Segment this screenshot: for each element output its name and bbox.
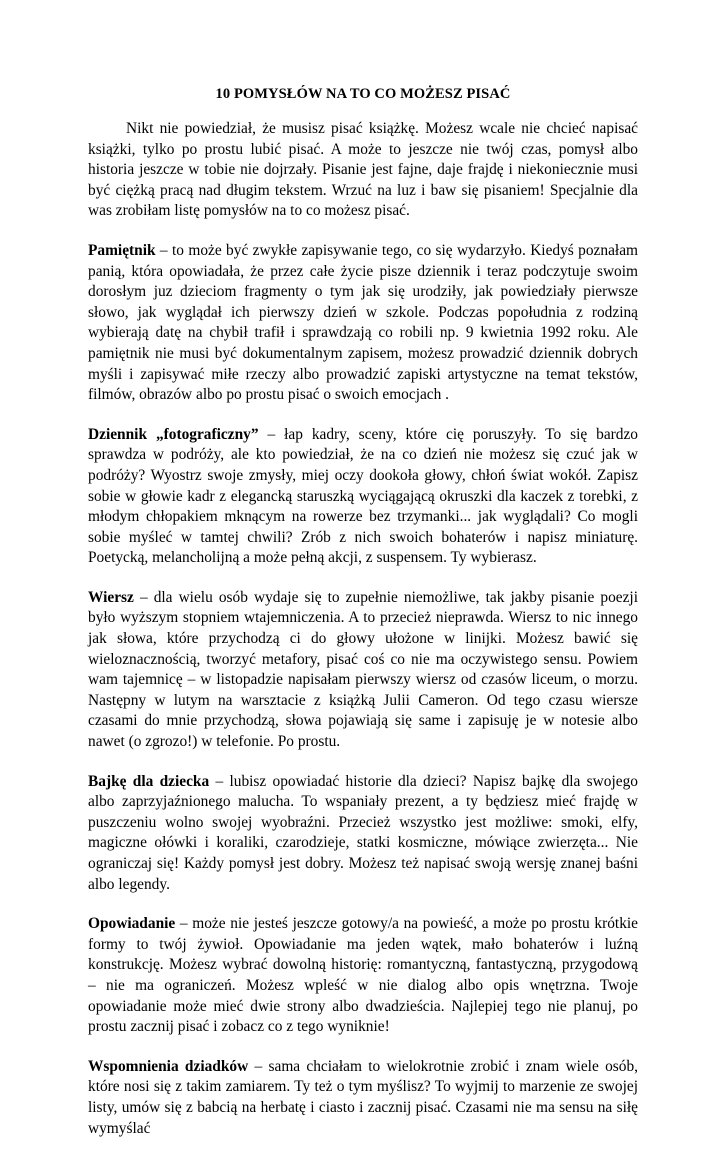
section-wspomnienia [88, 1057, 638, 1139]
section-bajka [88, 772, 638, 896]
intro-paragraph: Nikt nie powiedział, że musisz pisać książkę. Możesz wcale nie chcieć napisać książki, tylko po prostu lubić pisać. A może to jeszcze nie twój czas, pomysł albo historia jeszcze w tobie nie dojrzały. Pisanie jest fajne, daje frajdę i niekoniecznie musi być ciężką pracą nad długim tekstem. Wrzuć na luz i baw się pisaniem! Specjalnie dla was zrobiłam listę pomysłów na to co możesz pisać. [88, 120, 638, 220]
section-text: – łap kadry, sceny, które cię poruszyły. To się bardzo sprawdza w podróży, ale kto powiedział, że na co dzień nie możesz się czuć jak w podróży? Wyostrz swoje zmysły, miej oczy dookoła głowy, chłoń świat wokół. Zapisz sobie w głowie kadr z elegancką staruszką wyciągającą okruszki dla kaczek z torebki, z młodym chłopakiem mknącym na rowerze bez trzymanki... jak wyglądali? Co mogli sobie myśleć w tamtej chwili? Zrób z nich swoich bohaterów i napisz miniaturę. Poetycką, melancholijną a może pełną akcji, z suspensem. Ty wybierasz. [88, 425, 638, 567]
section-text: – lubisz opowiadać historie dla dzieci? Napisz bajkę dla swojego albo zaprzyjaźnionego malucha. To wspaniały prezent, a ty będziesz mieć frajdę w puszczeniu wolno swojej wyobraźni. Przecież wszystko jest możliwe: smoki, elfy, magiczne ołówki i koraliki, czarodzieje, statki kosmiczne, mówiące zwierzęta... Nie ograniczaj się! Każdy pomysł jest dobry. Możesz też napisać swoją wersję znanej baśni albo legendy. [88, 772, 638, 893]
section-term: Opowiadanie [88, 915, 176, 933]
section-pamietnik [88, 241, 638, 406]
section-term: Pamiętnik [88, 241, 156, 259]
section-wiersz [88, 588, 638, 753]
section-term: Wiersz [88, 588, 134, 606]
section-text: – sama chciałam to wielokrotnie zrobić i znam wiele osób, które nosi się z takim zamiarem. Ty też o tym myślisz? To wyjmij to marzenie ze swojej listy, umów się z babcią na herbatę i ciasto i zacznij pisać. Czasami nie ma sensu na siłę wymyślać [88, 1057, 638, 1137]
section-term: Bajkę dla dziecka [88, 772, 210, 790]
section-dziennik-fotograficzny [88, 425, 638, 569]
section-term: Dziennik „fotograficzny” [88, 425, 259, 443]
section-text: – to może być zwykłe zapisywanie tego, co się wydarzyło. Kiedyś poznałam panią, która opowiadała, że przez całe życie pisze dziennik i teraz podczytuje swoim dorosłym juz dzieciom fragmenty o tym jak się urodziły, jak powiedziały pierwsze słowo, jak wyglądał ich pierwszy dzień w szkole. Podczas popołudnia z rodziną wybierają datę na chybił trafił i sprawdzają co robili np. 9 kwietnia 1992 roku. Ale pamiętnik nie musi być dokumentalnym zapisem, możesz prowadzić dziennik dobrych myśli i zapisywać miłe rzeczy albo prowadzić zapiski artystyczne na temat tekstów, filmów, obrazów albo po prostu pisać o swoich emocjach . [88, 241, 638, 404]
document-title: 10 POMYSŁÓW NA TO CO MOŻESZ PISAĆ [215, 86, 511, 102]
section-opowiadanie [88, 914, 638, 1038]
section-term: Wspomnienia dziadków [88, 1057, 249, 1075]
section-text: – dla wielu osób wydaje się to zupełnie niemożliwe, tak jakby pisanie poezji było wyższym stopniem wtajemniczenia. A to przecież nieprawda. Wiersz to nic innego jak słowa, które przychodzą ci do głowy ułożone w linijki. Możesz bawić się wieloznacznością, tworzyć metafory, pisać coś co nie ma oczywistego sensu. Powiem wam tajemnicę – w listopadzie napisałam pierwszy wiersz od czasów liceum, o morzu. Następny w lutym na warsztacie z książką Julii Cameron. Od tego czasu wiersze czasami do mnie przychodzą, słowa pojawiają się same i zapisuję je w notesie albo nawet (o zgrozo!) w telefonie. Po prostu. [88, 588, 638, 751]
document-page [88, 84, 638, 1158]
section-text: – może nie jesteś jeszcze gotowy/a na powieść, a może po prostu krótkie formy to twój żywioł. Opowiadanie ma jeden wątek, mało bohaterów i luźną konstrukcję. Możesz wybrać dowolną historię: romantyczną, fantastyczną, przygodową – nie ma ograniczeń. Możesz wpleść w nie dialog albo opis wnętrzna. Twoje opowiadanie może mieć dwie strony albo dwadzieścia. Najlepiej tego nie planuj, po prostu zacznij pisać i zobacz co z tego wyniknie! [88, 915, 638, 1036]
